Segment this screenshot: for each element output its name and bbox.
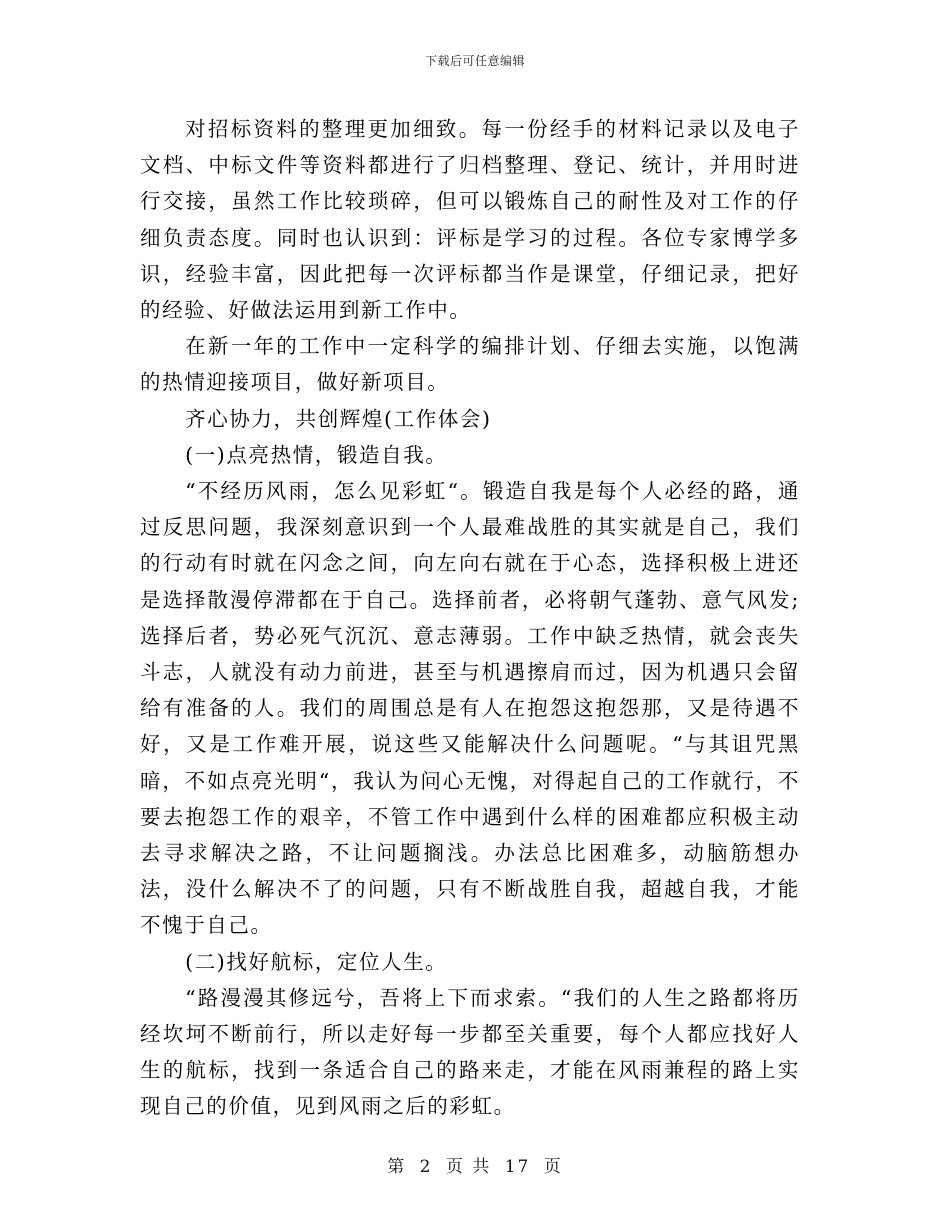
document-body: [140, 111, 800, 1125]
paragraph-new-year-plan: 在新一年的工作中一定科学的编排计划、仔细去实施，以饱满的热情迎接项目，做好新项目。: [140, 334, 800, 395]
page-header: 下载后可任意编辑: [424, 54, 525, 68]
footer-prefix: 第: [387, 1157, 407, 1177]
paragraph-passion: “不经历风雨，怎么见彩虹“。锻造自我是每个人必经的路，通过反思问题，我深刻意识到一个人最难战胜的其实就是自己，我们的行动有时就在闪念之间，向左向右就在于心态，选择积极上进还是选择散漫停滞都在于自己。选择前者，必将朝气蓬勃、意气风发;选择后者，势必死气沉沉、意志薄弱。工作中缺乏热情，就会丧失斗志，人就没有动力前进，甚至与机遇擦肩而过，因为机遇只会留给有准备的人。我们的周围总是有人在抱怨这抱怨那，又是待遇不好，又是工作难开展，说这些又能解决什么问题呢。“与其诅咒黑暗，不如点亮光明“，我认为问心无愧，对得起自己的工作就行，不要去抱怨工作的艰辛，不管工作中遇到什么样的困难都应积极主动去寻求解决之路，不让问题搁浅。办法总比困难多，动脑筋想办法，没什么解决不了的问题，只有不断战胜自我，超越自我，才能不愧于自己。: [140, 479, 800, 938]
paragraph-tender-materials: 对招标资料的整理更加细致。每一份经手的材料记录以及电子文档、中标文件等资料都进行了归档整理、登记、统计，并用时进行交接，虽然工作比较琐碎，但可以锻炼自己的耐性及对工作的仔细负责态度。同时也认识到：评标是学习的过程。各位专家博学多识，经验丰富，因此把每一次评标都当作是课堂，仔细记录，把好的经验、好做法运用到新工作中。: [140, 117, 800, 323]
footer-middle: 页 共: [445, 1157, 492, 1177]
footer-total-pages: 17: [504, 1157, 531, 1177]
subheading-two: (二)找好航标，定位人生。: [185, 949, 448, 974]
subheading-one: (一)点亮热情，锻造自我。: [185, 442, 448, 467]
footer-suffix: 页: [543, 1157, 563, 1177]
footer-current-page: 2: [419, 1157, 433, 1177]
section-title: 齐心协力，共创辉煌(工作体会): [185, 406, 492, 431]
page-footer: [0, 1152, 950, 1177]
paragraph-life-direction: “路漫漫其修远兮，吾将上下而求索。“我们的人生之路都将历经坎坷不断前行，所以走好每一步都至关重要，每个人都应找好人生的航标，找到一条适合自己的路来走，才能在风雨兼程的路上实现自己的价值，见到风雨之后的彩虹。: [140, 985, 800, 1119]
